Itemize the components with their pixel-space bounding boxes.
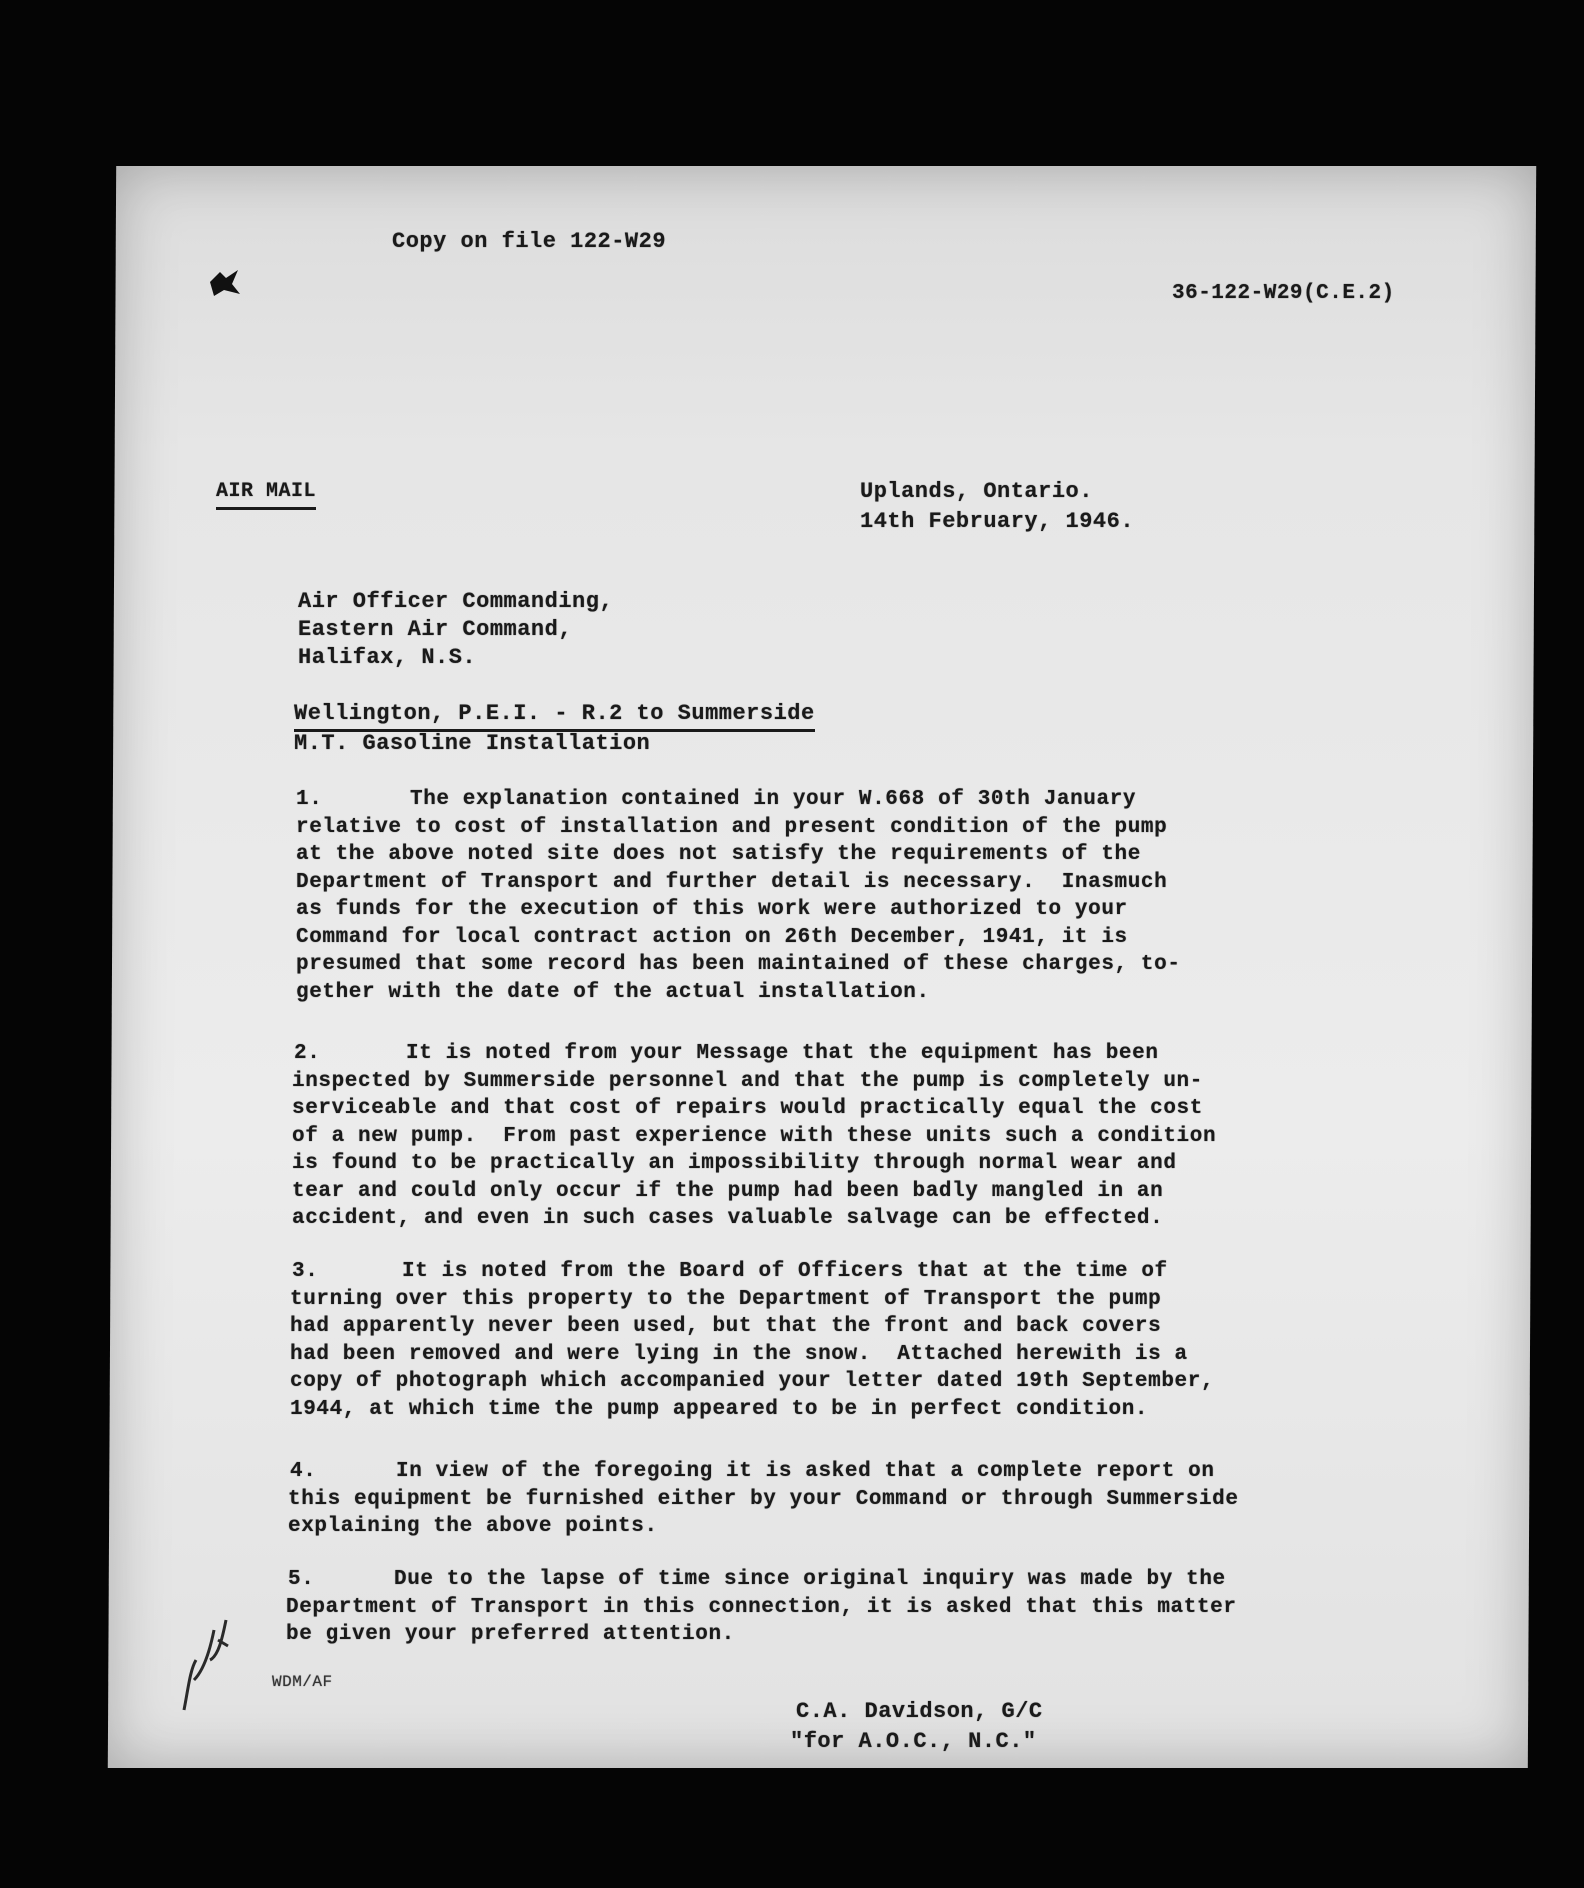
paragraph-5-number: 5. (288, 1568, 315, 1591)
sender-location: Uplands, Ontario. (860, 479, 1093, 504)
paragraph-2-text: It is noted from your Message that the equipment has been inspected by Summerside personnel and that the pump is completely un- serviceable and that cost of repairs would practically equal the cost of a new pump. From past experience with these units such a condition is found to be practically an impossibility through normal wear and tear and could only occur if the pump had been badly mangled in an accident, and even in such cases valuable salvage can be effected. (292, 1042, 1217, 1230)
subject-line-1: Wellington, P.E.I. - R.2 to Summerside (294, 700, 815, 732)
paragraph-1-number: 1. (296, 788, 323, 811)
paragraph-3-text: It is noted from the Board of Officers that at the time of turning over this property to the Department of Transport the pump had apparently never been used, but that the front and back covers had been removed and were lying in the snow. Attached herewith is a copy of photograph which accompanied your letter dated 19th September, 1944, at which time the pump appeared to be in perfect condition. (290, 1260, 1215, 1421)
addressee-line-2: Eastern Air Command, (298, 617, 573, 642)
paragraph-1-text: The explanation contained in your W.668 of 30th January relative to cost of installation and present condition of the pump at the above noted site does not satisfy the requirements of the Department of Transport and further detail is necessary. Inasmuch as funds for the execution of this work were authorized to your Command for local contract action on 26th December, 1941, it is presumed that some record has been maintained of these charges, to- gether with the date of the actual installation. (296, 788, 1181, 1004)
addressee-line-3: Halifax, N.S. (298, 645, 477, 670)
reference-initials: WDM/AF (272, 1673, 333, 1691)
copy-on-file-note: Copy on file 122-W29 (392, 229, 667, 254)
air-mail-label: AIR MAIL (216, 478, 316, 510)
paragraph-4-number: 4. (290, 1460, 317, 1483)
addressee-line-1: Air Officer Commanding, (298, 589, 614, 614)
signature-name: C.A. Davidson, G/C (796, 1699, 1043, 1724)
letter-date: 14th February, 1946. (860, 509, 1135, 534)
subject-line-2: M.T. Gasoline Installation (294, 731, 651, 756)
paragraph-3-number: 3. (292, 1260, 319, 1283)
file-reference: 36-122-W29(C.E.2) (1172, 282, 1395, 305)
paragraph-4-text: In view of the foregoing it is asked that a complete report on this equipment be furnished either by your Command or through Summerside explaining the above points. (288, 1460, 1239, 1538)
handwritten-initials-icon (174, 1600, 234, 1720)
signature-for-line: "for A.O.C., N.C." (790, 1729, 1037, 1754)
paragraph-2-number: 2. (294, 1042, 321, 1065)
ink-mark-icon (208, 268, 242, 298)
paragraph-5-text: Due to the lapse of time since original inquiry was made by the Department of Transport in this connection, it is asked that this matter be given your preferred attention. (286, 1568, 1237, 1646)
